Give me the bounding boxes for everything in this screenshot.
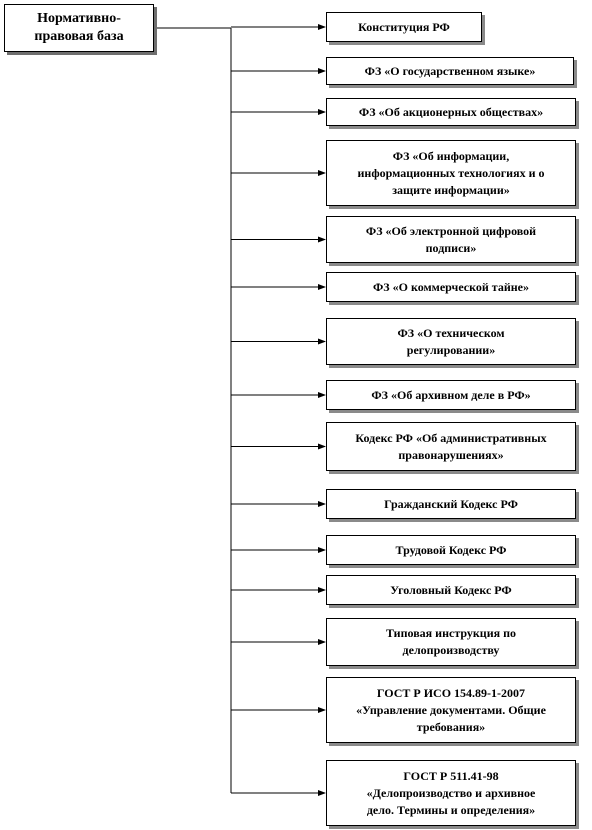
item-box-10: Гражданский Кодекс РФ	[326, 489, 576, 519]
item-box-6: ФЗ «О коммерческой тайне»	[326, 272, 576, 302]
item-box-3: ФЗ «Об акционерных обществах»	[326, 98, 576, 126]
item-box-12: Уголовный Кодекс РФ	[326, 575, 576, 605]
item-box-9: Кодекс РФ «Об административных правонарушениях»	[326, 422, 576, 471]
item-box-1: Конституция РФ	[326, 12, 482, 42]
item-box-13: Типовая инструкция по делопроизводству	[326, 618, 576, 666]
item-box-5: ФЗ «Об электронной цифровой подписи»	[326, 216, 576, 263]
item-box-15: ГОСТ Р 511.41-98 «Делопроизводство и архивное дело. Термины и определения»	[326, 760, 576, 826]
item-box-11: Трудовой Кодекс РФ	[326, 535, 576, 565]
item-box-7: ФЗ «О техническом регулировании»	[326, 318, 576, 365]
item-box-4: ФЗ «Об информации, информационных технологиях и о защите информации»	[326, 140, 576, 206]
item-box-2: ФЗ «О государственном языке»	[326, 57, 574, 85]
root-node: Нормативно- правовая база	[4, 4, 154, 52]
item-box-8: ФЗ «Об архивном деле в РФ»	[326, 380, 576, 410]
item-box-14: ГОСТ Р ИСО 154.89-1-2007 «Управление документами. Общие требования»	[326, 677, 576, 743]
